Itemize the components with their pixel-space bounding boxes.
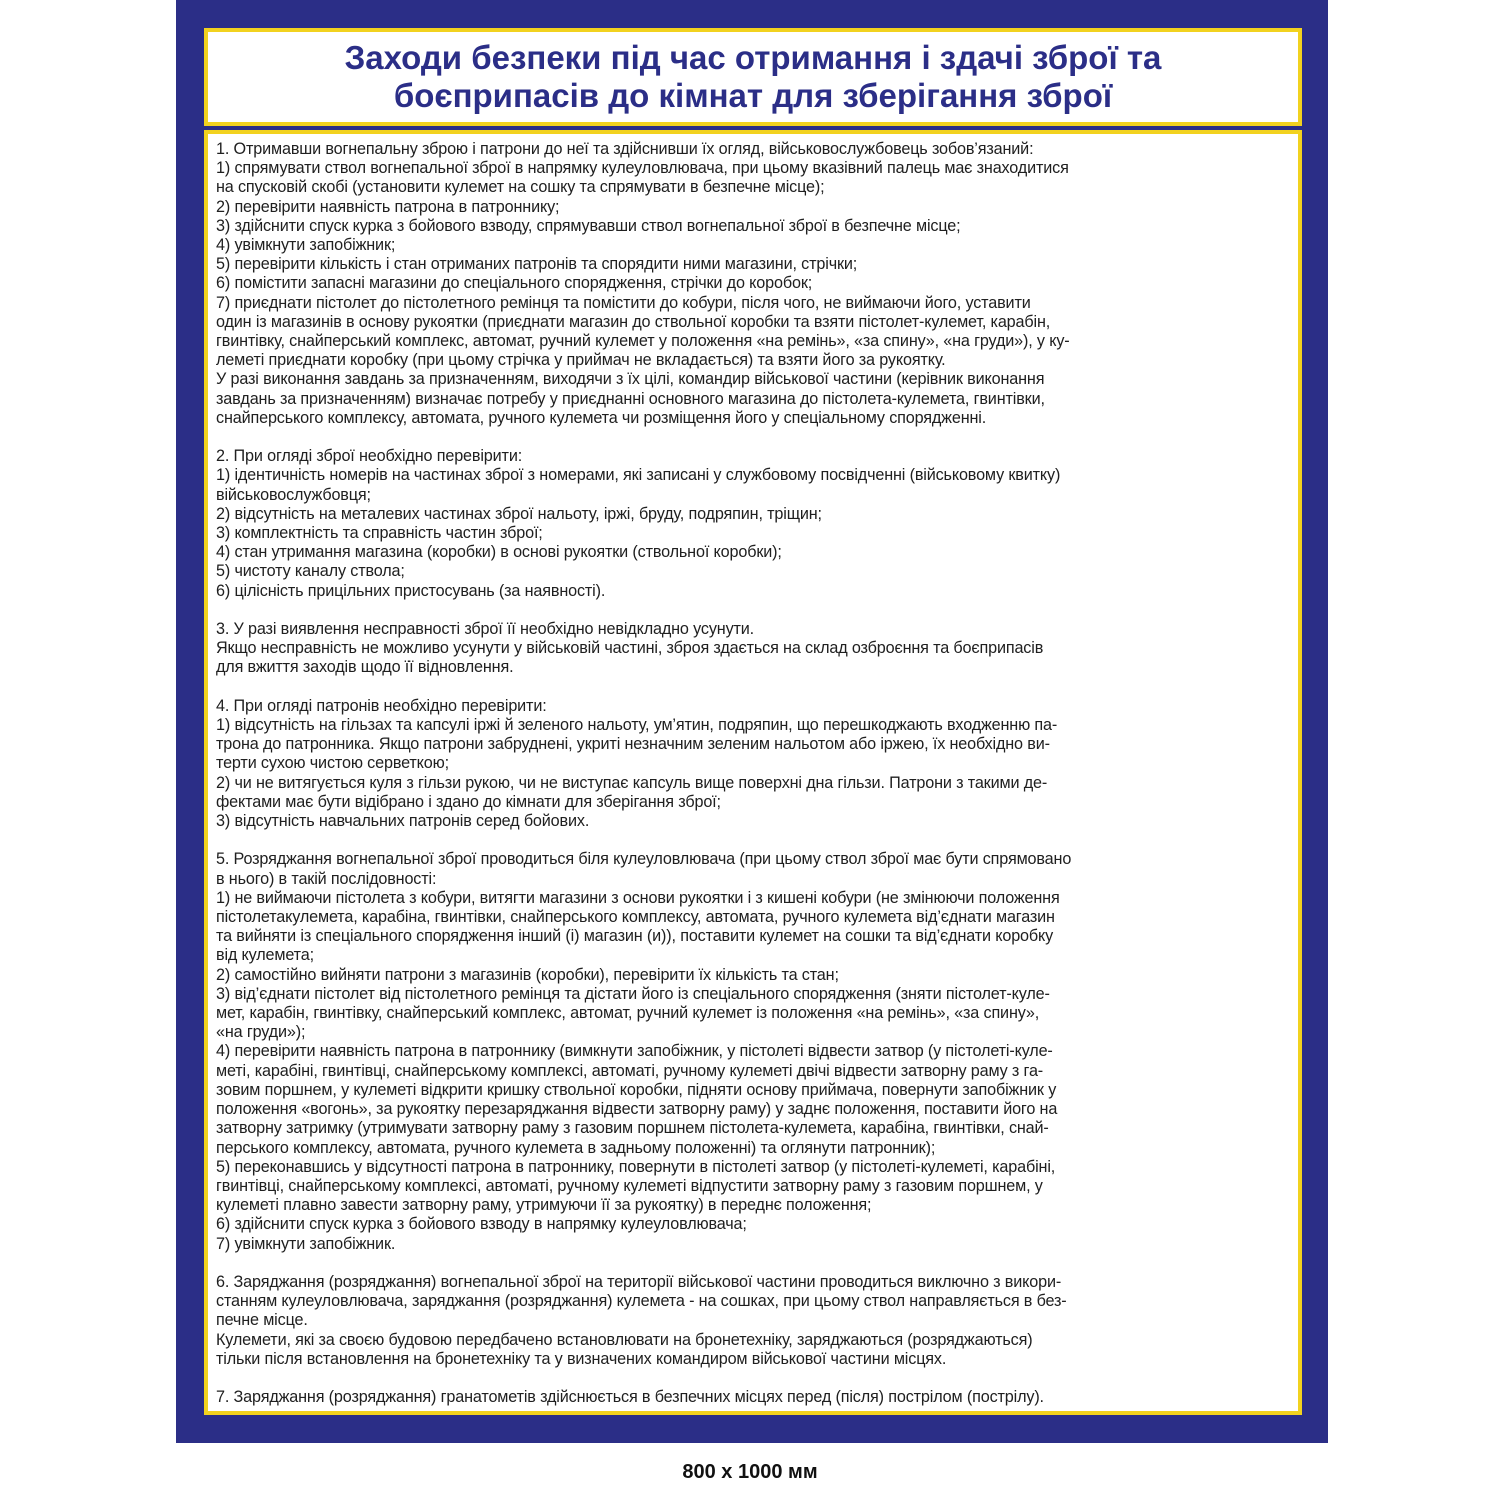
poster-content (204, 130, 1302, 1415)
rule-text-line: завдань за призначенням) визначає потребу у приєднанні основного магазина до пістолета-кулемета, гвинтівки, (216, 389, 1045, 408)
rule-text-line: меті, карабіні, гвинтівці, снайперському комплексі, автоматі, ручному кулеметі двічі відвести затворну раму з га- (216, 1061, 1044, 1080)
rule-text-line: трона до патронника. Якщо патрони забруднені, укриті незначним зеленим нальотом або іржею, їх необхідно ви- (216, 735, 1050, 754)
rule-text-line: Кулемети, які за своєю будовою передбачено встановлювати на бронетехніку, заряджаються (розряджаються) (216, 1330, 1033, 1349)
rule-text-line: 4) стан утримання магазина (коробки) в основі рукоятки (ствольної коробки); (216, 543, 782, 562)
rule-text-line: 6) помістити запасні магазини до спеціального спорядження, стрічки до коробок; (216, 274, 813, 293)
rule-text-line: 5. Розряджання вогнепальної зброї проводиться біля кулеуловлювача (при цьому ствол зброї має бути спрямовано (216, 850, 1072, 869)
rule-text-line: 3) комплектність та справність частин зброї; (216, 524, 543, 543)
rule-text-line: снайперського комплексу, автомата, ручного кулемета чи розміщення його у спеціальному спорядженні. (216, 408, 987, 427)
rule-text-line: 1) спрямувати ствол вогнепальної зброї в напрямку кулеуловлювача, при цьому вказівний палець має знаходитися (216, 159, 1069, 178)
rule-text-line: на спусковій скобі (установити кулемет на сошку та спрямувати в безпечне місце); (216, 178, 825, 197)
rule-text-line: 1) не виймаючи пістолета з кобури, витягти магазини з основи рукоятки і з кишені кобури (не змінюючи положення (216, 888, 1060, 907)
rule-text-line: та вийняти із спеціального спорядження інший (і) магазин (и)), поставити кулемет на сошки та від’єднати коробку (216, 927, 1054, 946)
rule-text-line: 7) увімкнути запобіжник. (216, 1234, 396, 1253)
rule-text-line: зовим поршнем, у кулеметі відкрити кришку ствольної коробки, підняти основу приймача, повернути запобіжник у (216, 1080, 1057, 1099)
rule-section-1 (216, 140, 1286, 428)
poster-title-box (204, 28, 1302, 126)
rule-text-line: мет, карабін, гвинтівку, снайперський комплекс, автомат, ручний кулемет із положення «на ремінь», «за спину», (216, 1004, 1040, 1023)
rule-text-line: 2) чи не витягується куля з гільзи рукою, чи не виступає капсуль вище поверхні дна гільзи. Патрони з такими де- (216, 773, 1048, 792)
rule-text-line: терти сухою чистою серветкою; (216, 754, 449, 773)
rule-text-line: печне місце. (216, 1311, 308, 1330)
rule-text-line: 6) здійснити спуск курка з бойового взводу в напрямку кулеуловлювача; (216, 1215, 747, 1234)
rule-text-line: леметі приєднати коробку (при цьому стрічка у приймач не вкладається) та взяти його за рукоятку. (216, 351, 946, 370)
rule-section-4 (216, 697, 1286, 831)
rule-text-line: 6. Заряджання (розряджання) вогнепальної зброї на території військової частини проводиться виключно з викори- (216, 1272, 1062, 1291)
rule-text-line: перського комплексу, автомата, ручного кулемета в задньому положенні) та оглянути патронник); (216, 1138, 936, 1157)
rule-text-line: 5) чистоту каналу ствола; (216, 562, 405, 581)
rule-text-line: 3) відсутність навчальних патронів серед бойових. (216, 812, 590, 831)
rule-text-line: 2) перевірити наявність патрона в патроннику; (216, 197, 560, 216)
rule-text-line: 2. При огляді зброї необхідно перевірити: (216, 447, 523, 466)
rule-section-2 (216, 447, 1286, 601)
rule-text-line: від кулемета; (216, 946, 314, 965)
rule-text-line: 6) цілісність прицільних пристосувань (за наявності). (216, 581, 606, 600)
rule-text-line: військовослужбовця; (216, 485, 371, 504)
rule-text-line: тільки після встановлення на бронетехніку та у визначених командиром військової частини місцях. (216, 1349, 947, 1368)
rule-text-line: гвинтівку, снайперський комплекс, автомат, ручний кулемет у положення «на ремінь», «за спину», «на груди»), у ку- (216, 332, 1070, 351)
rule-text-line: Якщо несправність не можливо усунути у військовій частині, зброя здається на склад озброєння та боєприпасів (216, 639, 1044, 658)
poster-title-line-2: боєприпасів до кімнат для зберігання зброї (393, 77, 1113, 114)
poster-size-label: 800 х 1000 мм (682, 1461, 818, 1483)
rule-text-line: 2) відсутність на металевих частинах зброї нальоту, іржі, бруду, подряпин, тріщин; (216, 504, 822, 523)
rule-text-line: 4) перевірити наявність патрона в патроннику (вимкнути запобіжник, у пістолеті відвести затвор (у пістолеті-куле- (216, 1042, 1053, 1061)
rule-text-line: 1) відсутність на гільзах та капсулі іржі й зеленого нальоту, ум’ятин, подряпин, що перешкоджають входженню па- (216, 716, 1058, 735)
rule-text-line: станням кулеуловлювача, заряджання (розряджання) кулемета - на сошках, при цьому ствол направляється в без- (216, 1292, 1067, 1311)
rule-text-line: 3) від’єднати пістолет від пістолетного ремінця та дістати його із спеціального спорядження (зняти пістолет-куле- (216, 984, 1050, 1003)
rule-text-line: пістолетакулемета, карабіна, гвинтівки, снайперського комплексу, автомата, ручного кулемета від’єднати магазин (216, 908, 1055, 927)
rule-section-5 (216, 850, 1286, 1253)
rule-text-line: затворну затримку (утримувати затворну раму з газовим поршнем пістолета-кулемета, карабіна, гвинтівки, снай- (216, 1119, 1049, 1138)
rule-section-3 (216, 620, 1286, 678)
rule-text-line: 4) увімкнути запобіжник; (216, 236, 396, 255)
rule-text-line: 2) самостійно вийняти патрони з магазинів (коробки), перевірити їх кількість та стан; (216, 965, 839, 984)
rule-text-line: 4. При огляді патронів необхідно перевірити: (216, 696, 547, 715)
rule-text-line: 5) переконавшись у відсутності патрона в патроннику, повернути в пістолеті затвор (у пістолеті-кулеметі, карабіні, (216, 1157, 1056, 1176)
rule-text-line: 1) ідентичність номерів на частинах зброї з номерами, які записані у службовому посвідченні (військовому квитку) (216, 466, 1061, 485)
rule-text-line: 1. Отримавши вогнепальну зброю і патрони до неї та здійснивши їх огляд, військовослужбовець зобов’язаний: (216, 140, 1034, 158)
rule-section-7 (216, 1388, 1286, 1407)
poster-title-line-1: Заходи безпеки під час отримання і здачі зброї та (344, 39, 1162, 76)
rule-text-line: 3. У разі виявлення несправності зброї її необхідно невідкладно усунути. (216, 620, 755, 639)
rule-text-line: 7. Заряджання (розряджання) гранатометів здійснюється в безпечних місцях перед (після) пострілом (пострілу). (216, 1388, 1044, 1407)
rule-text-line: «на груди»); (216, 1023, 306, 1042)
rule-section-6 (216, 1273, 1286, 1369)
rule-text-line: один із магазинів в основу рукоятки (приєднати магазин до ствольної коробки та взяти пістолет-кулемет, карабін, (216, 312, 1051, 331)
rule-text-line: фектами має бути відібрано і здано до кімнати для зберігання зброї; (216, 792, 721, 811)
safety-poster (176, 0, 1328, 1443)
rule-text-line: кулеметі плавно завести затворну раму, утримуючи її за рукоятку) в переднє положення; (216, 1196, 872, 1215)
rule-text-line: 3) здійснити спуск курка з бойового взводу, спрямувавши ствол вогнепальної зброї в безпечне місце; (216, 216, 961, 235)
rule-text-line: в нього) в такій послідовності: (216, 869, 437, 888)
rule-text-line: гвинтівці, снайперському комплексі, автоматі, ручному кулеметі відпустити затворну раму з газовим поршнем, у (216, 1176, 1043, 1195)
rule-text-line: 7) приєднати пістолет до пістолетного ремінця та помістити до кобури, після чого, не виймаючи його, уставити (216, 293, 1031, 312)
rule-text-line: У разі виконання завдань за призначенням, виходячи з їх цілі, командир військової частини (керівник виконання (216, 370, 1045, 389)
rule-text-line: 5) перевірити кількість і стан отриманих патронів та спорядити ними магазини, стрічки; (216, 255, 858, 274)
rule-text-line: для вжиття заходів щодо її відновлення. (216, 658, 514, 677)
rule-text-line: положення «вогонь», за рукоятку перезаряджання відвести затворну раму) у заднє положення, поставити його на (216, 1100, 1058, 1119)
